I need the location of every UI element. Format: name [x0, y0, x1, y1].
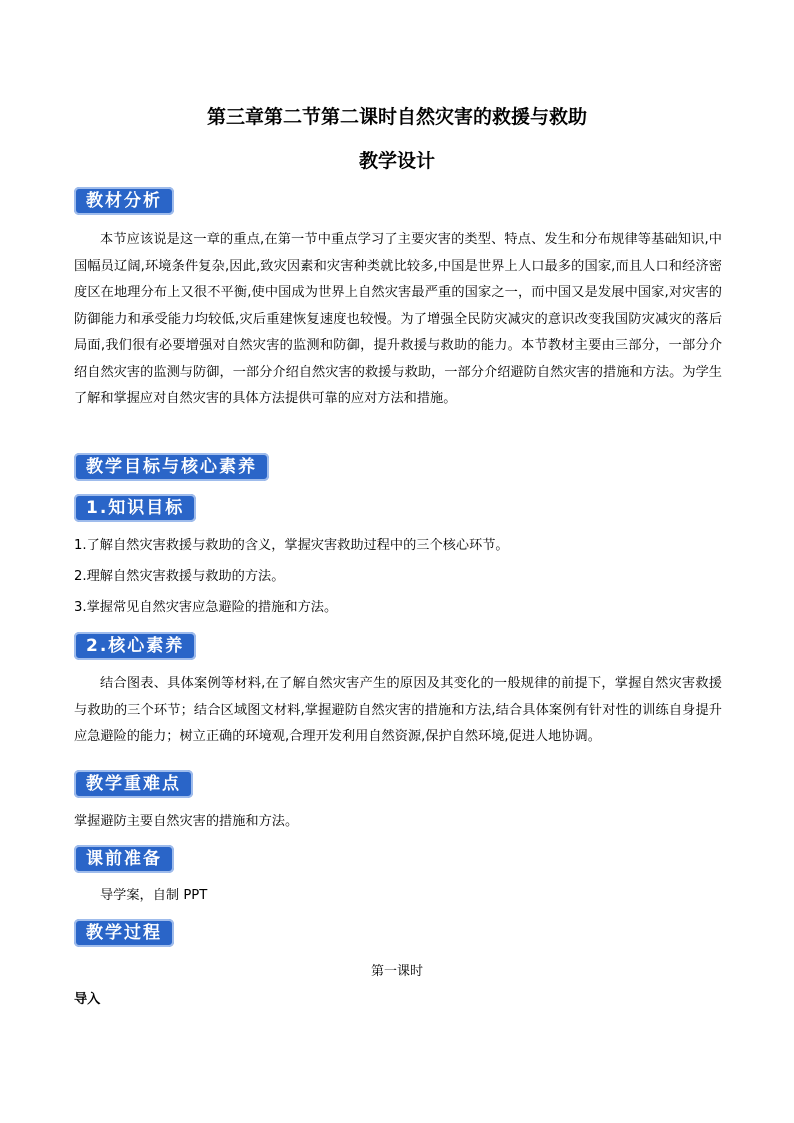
- knowledge-item: 2.理解自然灾害救援与救助的方法。: [74, 569, 285, 584]
- section-badge-difficulty: 教学重难点: [74, 770, 193, 798]
- section-badge-process: 教学过程: [74, 919, 174, 947]
- knowledge-item: 3.掌握常见自然灾害应急避险的措施和方法。: [74, 600, 338, 615]
- difficulty-text: 掌握避防主要自然灾害的措施和方法。: [74, 814, 299, 829]
- analysis-paragraph: 本节应该说是这一章的重点,在第一节中重点学习了主要灾害的类型、特点、发生和分布规律等基础知识,中国幅员辽阔,环境条件复杂,因此,致灾因素和灾害种类就比较多,中国是世界上人口最多的国家,而且人口和经济密度区在地理分布上又很不平衡,使中国成为世界上自然灾害最严重的国家之一，而中国又是发展中国家,对灾害的防御能力和承受能力均较低,灾后重建恢复速度也较慢。为了增强全民防灾减灾的意识改变我国防灾减灾的落后局面,我们很有必要增强对自然灾害的监测和防御，提升救援与救助的能力。本节教材主要由三部分，一部分介绍自然灾害的监测与防御，一部分介绍自然灾害的救援与救助，一部分介绍避防自然灾害的措施和方法。为学生了解和掌握应对自然灾害的具体方法提供可靠的应对方法和措施。: [74, 232, 722, 406]
- document-title: 第三章第二节第二课时自然灾害的救援与救助: [206, 106, 587, 128]
- lesson-label: 第一课时: [370, 964, 423, 979]
- knowledge-item: 1.了解自然灾害救援与救助的含义，掌握灾害救助过程中的三个核心环节。: [74, 538, 509, 553]
- section-badge-goals: 教学目标与核心素养: [74, 453, 269, 481]
- intro-heading: 导入: [74, 992, 101, 1007]
- document-subtitle: 教学设计: [358, 150, 435, 172]
- prep-text: 导学案，自制 PPT: [100, 888, 208, 903]
- section-badge-prep: 课前准备: [74, 845, 174, 873]
- core-paragraph: 结合图表、具体案例等材料,在了解自然灾害产生的原因及其变化的一般规律的前提下，掌握自然灾害救援与救助的三个环节；结合区域图文材料,掌握避防自然灾害的措施和方法,结合具体案例有针对性的训练自身提升应急避险的能力；树立正确的环境观,合理开发利用自然资源,保护自然环境,促进人地协调。: [74, 676, 722, 744]
- section-badge-analysis: 教材分析: [74, 187, 174, 215]
- section-badge-knowledge: 1.知识目标: [74, 494, 196, 522]
- section-badge-core: 2.核心素养: [74, 632, 196, 660]
